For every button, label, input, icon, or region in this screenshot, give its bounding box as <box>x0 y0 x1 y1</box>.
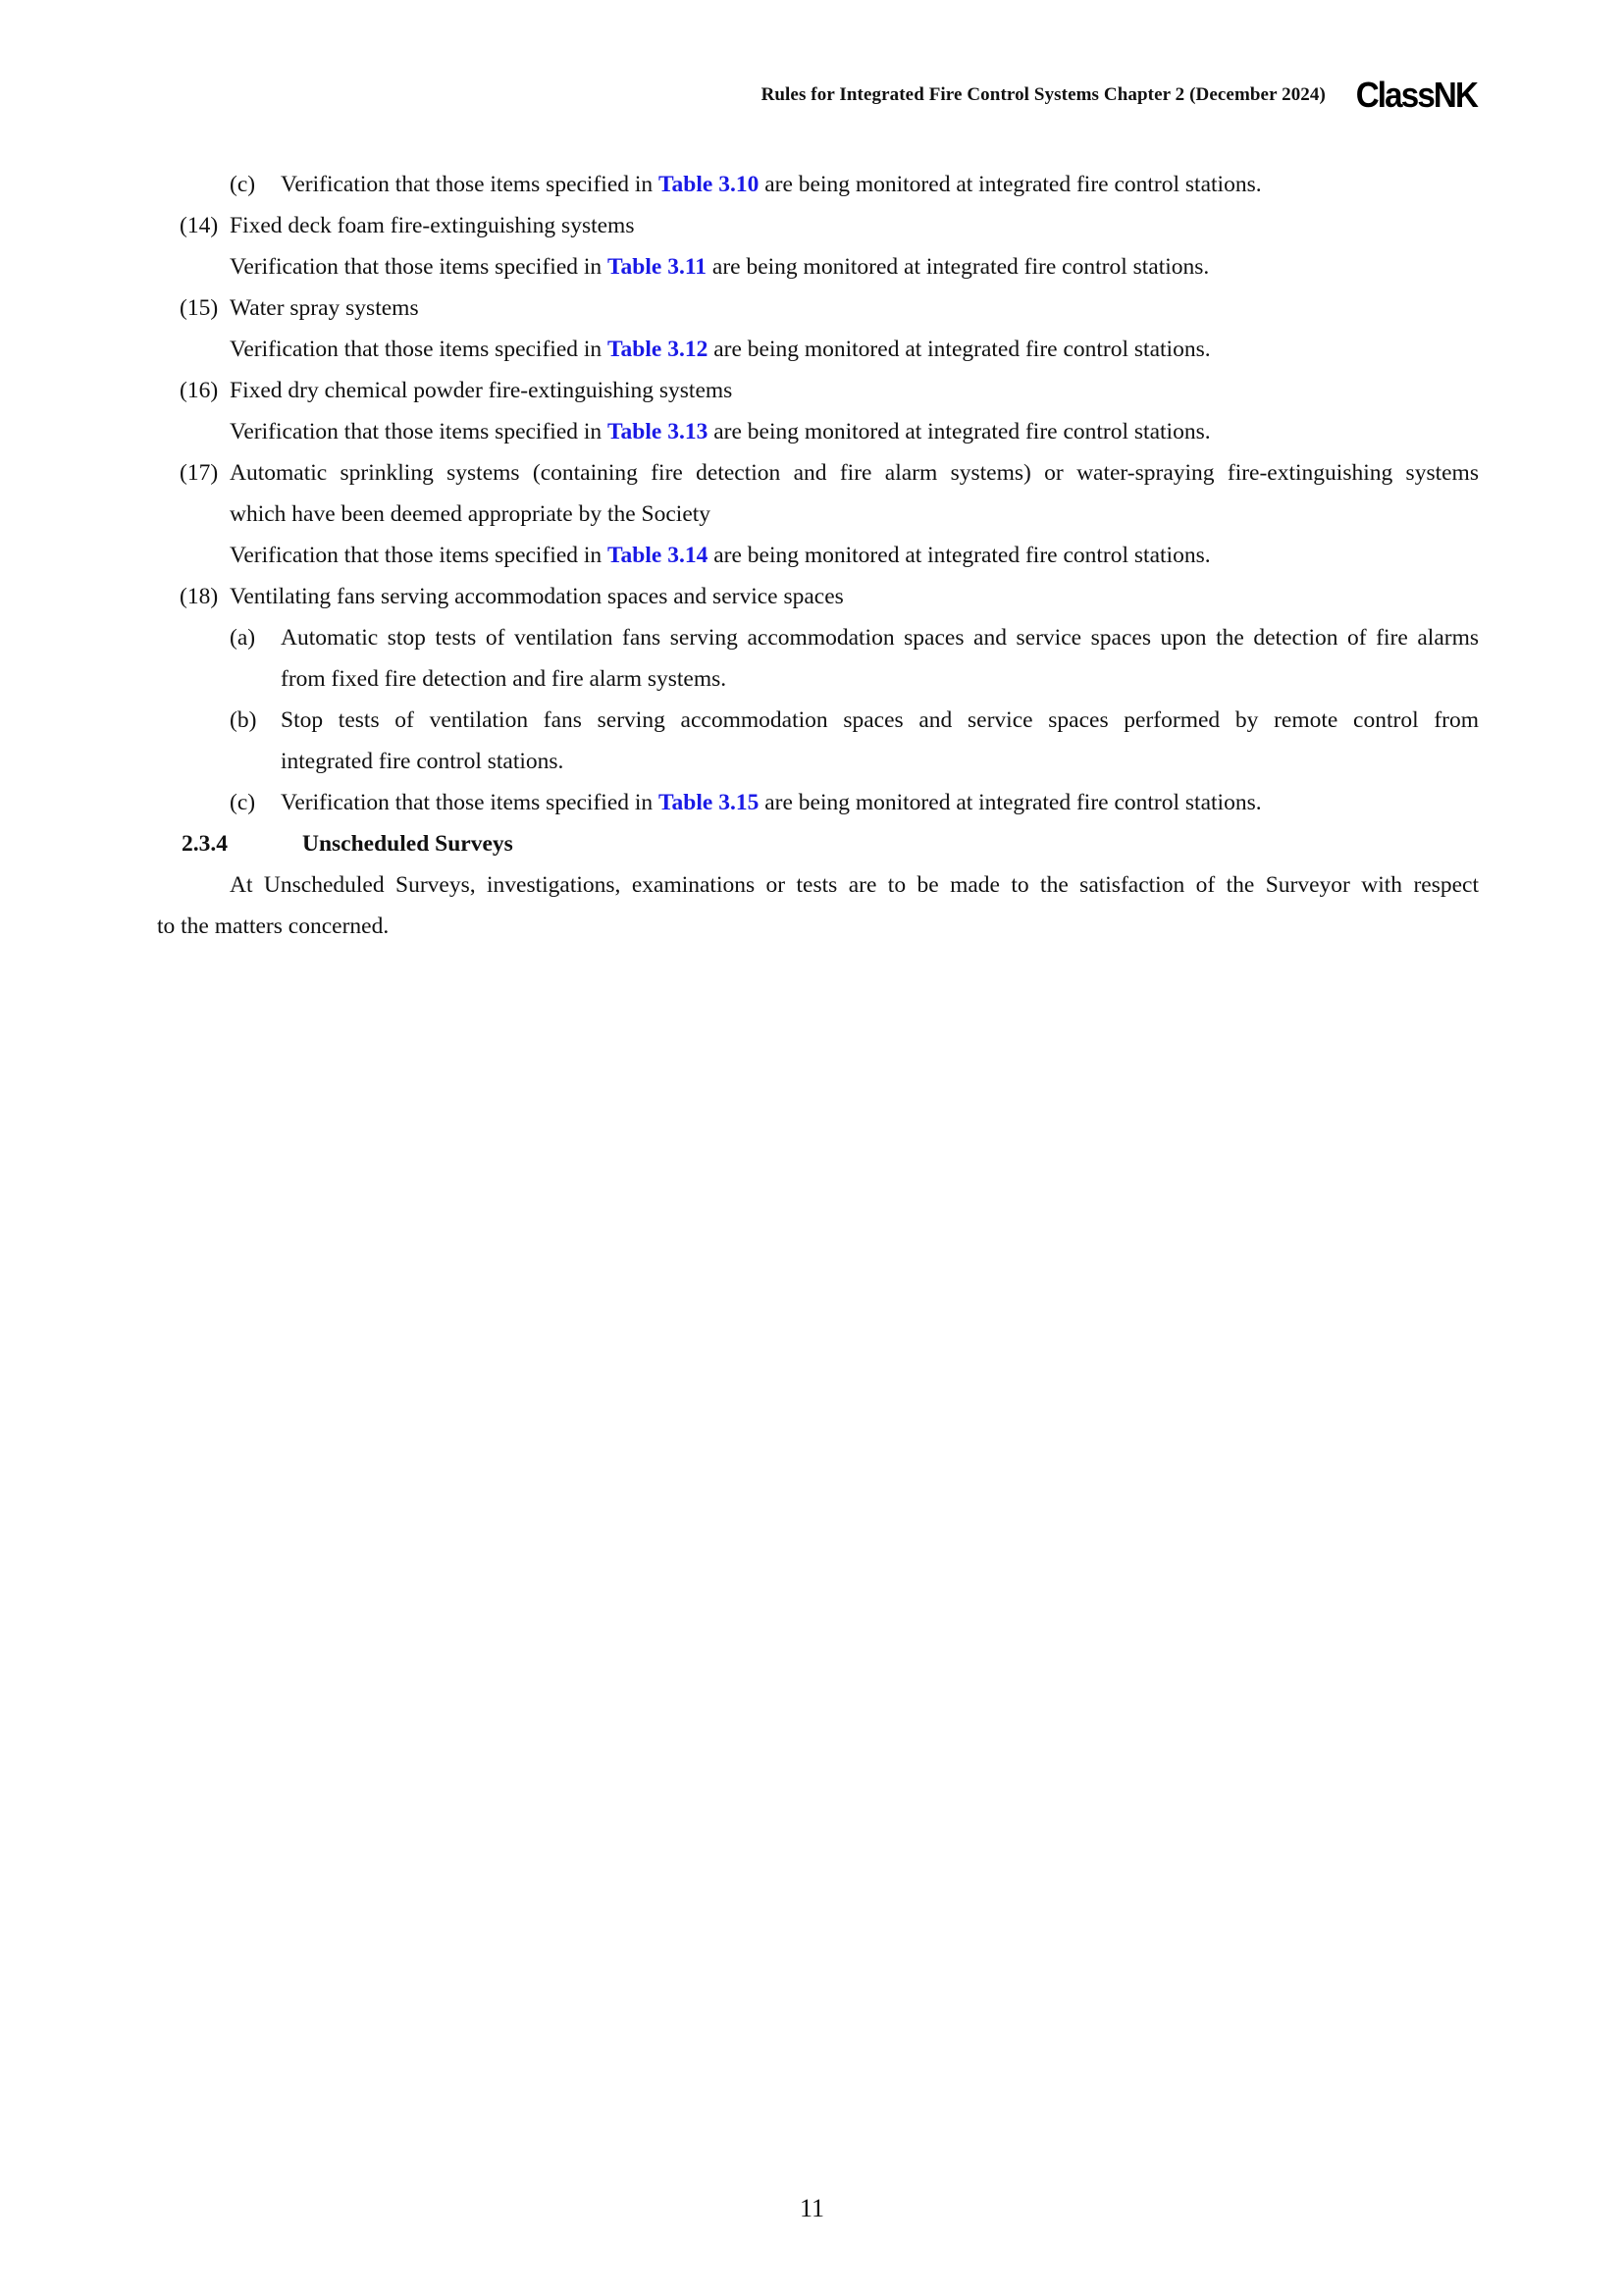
item-number: (17) <box>180 460 219 486</box>
list-item <box>157 494 1479 535</box>
item-text: Verification that those items specified in <box>281 172 659 197</box>
list-item <box>157 700 1479 741</box>
item-text: are being monitored at integrated fire control stations. <box>759 790 1262 815</box>
list-item <box>157 205 1479 246</box>
item-text: are being monitored at integrated fire control stations. <box>759 172 1262 197</box>
list-item <box>157 741 1479 782</box>
list-item <box>157 164 1479 205</box>
classnk-logo: ClassNK <box>1355 75 1477 115</box>
item-heading: Automatic sprinkling systems (containing fire detection and fire alarm systems) or water-spraying fire-extinguishing systems <box>230 460 1479 486</box>
table-link[interactable]: Table 3.13 <box>607 419 708 444</box>
item-number: (14) <box>180 213 219 238</box>
item-text: Verification that those items specified in <box>230 543 608 568</box>
header-title: Rules for Integrated Fire Control Systems Chapter 2 (December 2024) <box>760 84 1326 105</box>
list-item <box>157 658 1479 700</box>
paragraph-line <box>157 864 1479 906</box>
item-text: Automatic stop tests of ventilation fans serving accommodation spaces and service spaces upon the detection of fire alarms <box>281 625 1479 651</box>
item-heading: Water spray systems <box>230 295 419 321</box>
item-text: Verification that those items specified in <box>230 254 608 280</box>
item-label: (c) <box>230 790 256 815</box>
page-number: 11 <box>799 2194 825 2222</box>
section-heading <box>157 823 1479 864</box>
item-label: (c) <box>230 172 256 197</box>
table-link[interactable]: Table 3.14 <box>607 543 708 568</box>
list-item <box>157 576 1479 617</box>
item-text-continued: from fixed fire detection and fire alarm systems. <box>281 666 727 692</box>
item-text: are being monitored at integrated fire control stations. <box>707 337 1211 362</box>
page-header <box>761 75 1477 116</box>
list-item <box>157 782 1479 823</box>
list-item <box>157 535 1479 576</box>
list-item <box>157 246 1479 287</box>
item-heading-continued: which have been deemed appropriate by the Society <box>230 501 711 527</box>
item-heading: Ventilating fans serving accommodation spaces and service spaces <box>230 584 844 609</box>
table-link[interactable]: Table 3.12 <box>607 337 708 362</box>
item-text: Verification that those items specified in <box>230 419 608 444</box>
item-text: are being monitored at integrated fire control stations. <box>707 419 1211 444</box>
document-body <box>157 164 1479 947</box>
list-item <box>157 411 1479 452</box>
item-text: Verification that those items specified in <box>230 337 608 362</box>
table-link[interactable]: Table 3.10 <box>658 172 760 197</box>
paragraph-text: to the matters concerned. <box>157 913 390 939</box>
section-number: 2.3.4 <box>182 831 228 857</box>
paragraph-text: At Unscheduled Surveys, investigations, examinations or tests are to be made to the satisfaction of the Surveyor with respect <box>230 872 1479 898</box>
table-link[interactable]: Table 3.11 <box>607 254 707 280</box>
item-text: Stop tests of ventilation fans serving accommodation spaces and service spaces performed by remote control from <box>281 707 1479 733</box>
paragraph-line <box>157 906 1479 947</box>
list-item <box>157 452 1479 494</box>
item-label: (b) <box>230 707 257 733</box>
table-link[interactable]: Table 3.15 <box>658 790 760 815</box>
item-text: are being monitored at integrated fire control stations. <box>707 254 1210 280</box>
item-text-continued: integrated fire control stations. <box>281 749 564 774</box>
item-text: Verification that those items specified in <box>281 790 659 815</box>
list-item <box>157 287 1479 329</box>
list-item <box>157 329 1479 370</box>
item-heading: Fixed dry chemical powder fire-extinguishing systems <box>230 378 733 403</box>
item-heading: Fixed deck foam fire-extinguishing systems <box>230 213 635 238</box>
list-item <box>157 370 1479 411</box>
item-number: (15) <box>180 295 219 321</box>
section-title: Unscheduled Surveys <box>302 831 513 857</box>
list-item <box>157 617 1479 658</box>
item-number: (16) <box>180 378 219 403</box>
item-number: (18) <box>180 584 219 609</box>
item-text: are being monitored at integrated fire control stations. <box>707 543 1211 568</box>
item-label: (a) <box>230 625 256 651</box>
